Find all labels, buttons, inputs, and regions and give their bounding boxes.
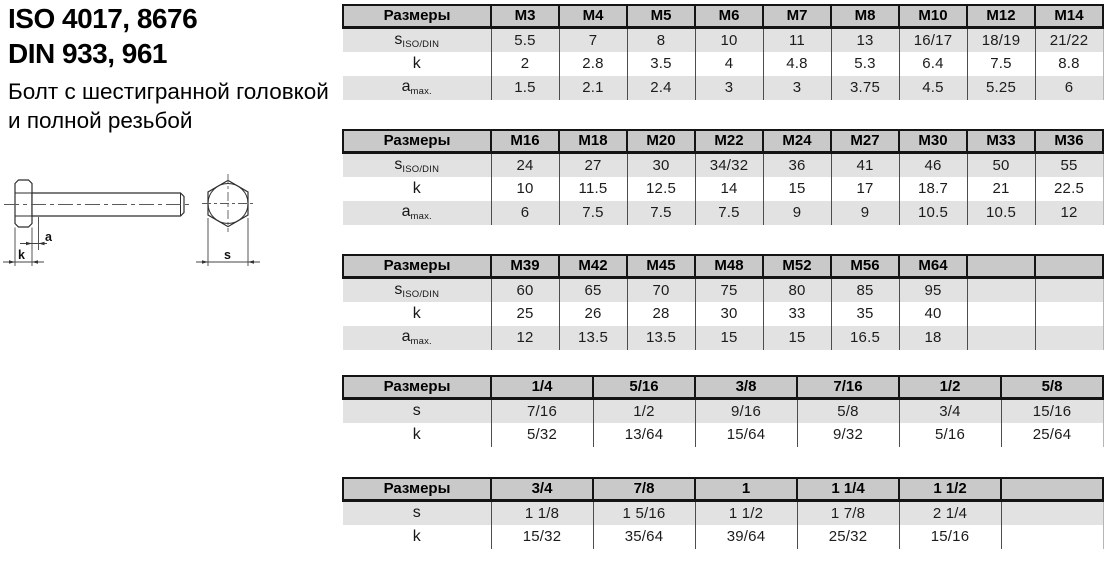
value-cell: 34/32 bbox=[695, 153, 763, 177]
row-label: $a_{max.}$ bbox=[343, 201, 491, 225]
size-column-header: M6 bbox=[695, 5, 763, 28]
value-cell: 5/8 bbox=[797, 399, 899, 423]
size-column-header: M20 bbox=[627, 130, 695, 153]
value-cell: 10 bbox=[695, 28, 763, 52]
value-cell: 2.4 bbox=[627, 76, 695, 100]
value-cell: 3.5 bbox=[627, 52, 695, 76]
size-column-header: 1 1/4 bbox=[797, 478, 899, 501]
value-cell: 1 1/8 bbox=[491, 501, 593, 525]
table-row-s bbox=[343, 278, 1103, 302]
value-cell bbox=[1035, 278, 1103, 302]
value-cell: 4.8 bbox=[763, 52, 831, 76]
size-column-header: M3 bbox=[491, 5, 559, 28]
value-cell: 13.5 bbox=[627, 326, 695, 350]
value-cell: 12.5 bbox=[627, 177, 695, 201]
value-cell: 2 bbox=[491, 52, 559, 76]
value-cell: 10.5 bbox=[899, 201, 967, 225]
value-cell: 3 bbox=[695, 76, 763, 100]
value-cell: 15/16 bbox=[899, 525, 1001, 549]
size-column-header: M22 bbox=[695, 130, 763, 153]
size-column-header: M27 bbox=[831, 130, 899, 153]
value-cell: 36 bbox=[763, 153, 831, 177]
row-label: k bbox=[343, 423, 491, 447]
size-column-header: M36 bbox=[1035, 130, 1103, 153]
size-column-header: 3/4 bbox=[491, 478, 593, 501]
value-cell: 18/19 bbox=[967, 28, 1035, 52]
value-cell: 15 bbox=[763, 177, 831, 201]
value-cell: 6 bbox=[491, 201, 559, 225]
value-cell: 13.5 bbox=[559, 326, 627, 350]
value-cell: 17 bbox=[831, 177, 899, 201]
value-cell: 3/4 bbox=[899, 399, 1001, 423]
value-cell: 9 bbox=[763, 201, 831, 225]
value-cell: 6.4 bbox=[899, 52, 967, 76]
value-cell bbox=[967, 326, 1035, 350]
dimension-table-inch-large bbox=[342, 477, 1102, 549]
size-column-header: M14 bbox=[1035, 5, 1103, 28]
dimension-table-inch-small bbox=[342, 375, 1102, 447]
size-column-header: M56 bbox=[831, 255, 899, 278]
value-cell: 15 bbox=[763, 326, 831, 350]
sizes-corner-header: Размеры bbox=[343, 478, 491, 501]
table-imperial-quarter-to-five-eighths bbox=[342, 375, 1104, 447]
value-cell: 80 bbox=[763, 278, 831, 302]
size-column-header: 1/4 bbox=[491, 376, 593, 399]
row-label: $s_{ISO/DIN}$ bbox=[343, 28, 491, 52]
value-cell: 18.7 bbox=[899, 177, 967, 201]
table-metric-m39-m64 bbox=[342, 254, 1104, 350]
table-row-a bbox=[343, 326, 1103, 350]
table-row-s bbox=[343, 153, 1103, 177]
row-label: $a_{max.}$ bbox=[343, 76, 491, 100]
value-cell: 28 bbox=[627, 302, 695, 326]
dim-s-arrow-right bbox=[248, 260, 254, 264]
table-row-s bbox=[343, 28, 1103, 52]
value-cell: 7.5 bbox=[695, 201, 763, 225]
size-column-header: M5 bbox=[627, 5, 695, 28]
dim-a-arrow-right bbox=[39, 242, 45, 246]
value-cell: 55 bbox=[1035, 153, 1103, 177]
value-cell: 7 bbox=[559, 28, 627, 52]
size-column-header: M52 bbox=[763, 255, 831, 278]
size-column-header: M45 bbox=[627, 255, 695, 278]
size-column-header: 1/2 bbox=[899, 376, 1001, 399]
bolt-head-side-view bbox=[15, 180, 32, 227]
value-cell: 3 bbox=[763, 76, 831, 100]
size-column-header: 5/16 bbox=[593, 376, 695, 399]
value-cell: 11 bbox=[763, 28, 831, 52]
table-row-k bbox=[343, 302, 1103, 326]
value-cell: 9 bbox=[831, 201, 899, 225]
value-cell: 85 bbox=[831, 278, 899, 302]
table-row-s bbox=[343, 501, 1103, 525]
value-cell: 5/32 bbox=[491, 423, 593, 447]
value-cell: 7/16 bbox=[491, 399, 593, 423]
value-cell: 15/32 bbox=[491, 525, 593, 549]
size-column-header: M7 bbox=[763, 5, 831, 28]
dim-k-label: k bbox=[18, 248, 25, 262]
dim-a-arrow-left bbox=[26, 242, 32, 246]
value-cell: 30 bbox=[695, 302, 763, 326]
size-column-header: M48 bbox=[695, 255, 763, 278]
value-cell: 1 7/8 bbox=[797, 501, 899, 525]
table-row-k bbox=[343, 423, 1103, 447]
table-row-k bbox=[343, 525, 1103, 549]
dimension-table-m3-m14 bbox=[342, 4, 1102, 100]
value-cell: 27 bbox=[559, 153, 627, 177]
value-cell: 25 bbox=[491, 302, 559, 326]
value-cell: 6 bbox=[1035, 76, 1103, 100]
value-cell: 24 bbox=[491, 153, 559, 177]
size-column-header: M64 bbox=[899, 255, 967, 278]
value-cell: 5/16 bbox=[899, 423, 1001, 447]
value-cell: 7.5 bbox=[967, 52, 1035, 76]
value-cell: 7.5 bbox=[627, 201, 695, 225]
dim-s-arrow-left bbox=[202, 260, 208, 264]
size-column-header bbox=[967, 255, 1035, 278]
value-cell: 60 bbox=[491, 278, 559, 302]
description-line-2: и полной резьбой bbox=[8, 108, 193, 133]
value-cell: 8 bbox=[627, 28, 695, 52]
value-cell: 14 bbox=[695, 177, 763, 201]
value-cell: 33 bbox=[763, 302, 831, 326]
size-column-header: M30 bbox=[899, 130, 967, 153]
value-cell: 65 bbox=[559, 278, 627, 302]
value-cell: 18 bbox=[899, 326, 967, 350]
sizes-corner-header: Размеры bbox=[343, 5, 491, 28]
value-cell: 2.1 bbox=[559, 76, 627, 100]
size-column-header: M24 bbox=[763, 130, 831, 153]
value-cell: 75 bbox=[695, 278, 763, 302]
value-cell: 25/32 bbox=[797, 525, 899, 549]
header-row bbox=[343, 478, 1103, 501]
size-column-header: M4 bbox=[559, 5, 627, 28]
value-cell: 16.5 bbox=[831, 326, 899, 350]
value-cell: 50 bbox=[967, 153, 1035, 177]
size-column-header: M16 bbox=[491, 130, 559, 153]
value-cell: 1.5 bbox=[491, 76, 559, 100]
size-column-header: M42 bbox=[559, 255, 627, 278]
value-cell: 7.5 bbox=[559, 201, 627, 225]
table-row-k bbox=[343, 177, 1103, 201]
dimension-table-m16-m36 bbox=[342, 129, 1102, 225]
table-metric-m16-m36 bbox=[342, 129, 1104, 225]
row-label: k bbox=[343, 177, 491, 201]
value-cell: 15/16 bbox=[1001, 399, 1103, 423]
size-column-header: 3/8 bbox=[695, 376, 797, 399]
size-column-header: M10 bbox=[899, 5, 967, 28]
value-cell: 95 bbox=[899, 278, 967, 302]
row-label: s bbox=[343, 501, 491, 525]
value-cell: 12 bbox=[1035, 201, 1103, 225]
table-row-k bbox=[343, 52, 1103, 76]
size-column-header: M12 bbox=[967, 5, 1035, 28]
value-cell bbox=[1035, 302, 1103, 326]
value-cell: 25/64 bbox=[1001, 423, 1103, 447]
value-cell: 5.25 bbox=[967, 76, 1035, 100]
value-cell: 5.3 bbox=[831, 52, 899, 76]
value-cell: 13 bbox=[831, 28, 899, 52]
value-cell: 30 bbox=[627, 153, 695, 177]
bolt-technical-drawing bbox=[0, 158, 290, 293]
row-label: k bbox=[343, 302, 491, 326]
value-cell: 10 bbox=[491, 177, 559, 201]
row-label: $s_{ISO/DIN}$ bbox=[343, 153, 491, 177]
row-label: $s_{ISO/DIN}$ bbox=[343, 278, 491, 302]
dimension-table-m39-m64 bbox=[342, 254, 1102, 350]
title-block bbox=[8, 1, 329, 135]
sizes-corner-header: Размеры bbox=[343, 130, 491, 153]
size-column-header: 7/8 bbox=[593, 478, 695, 501]
description-line-1: Болт с шестигранной головкой bbox=[8, 79, 329, 104]
size-column-header: 5/8 bbox=[1001, 376, 1103, 399]
value-cell bbox=[967, 302, 1035, 326]
value-cell: 4.5 bbox=[899, 76, 967, 100]
row-label: s bbox=[343, 399, 491, 423]
value-cell: 11.5 bbox=[559, 177, 627, 201]
value-cell: 39/64 bbox=[695, 525, 797, 549]
size-column-header: M39 bbox=[491, 255, 559, 278]
value-cell: 1 5/16 bbox=[593, 501, 695, 525]
row-label: k bbox=[343, 52, 491, 76]
value-cell: 26 bbox=[559, 302, 627, 326]
value-cell: 4 bbox=[695, 52, 763, 76]
value-cell: 9/32 bbox=[797, 423, 899, 447]
value-cell: 35/64 bbox=[593, 525, 695, 549]
table-imperial-three-quarters-to-one-and-half bbox=[342, 477, 1104, 549]
value-cell: 15/64 bbox=[695, 423, 797, 447]
header-row bbox=[343, 376, 1103, 399]
value-cell: 8.8 bbox=[1035, 52, 1103, 76]
row-label: k bbox=[343, 525, 491, 549]
value-cell: 12 bbox=[491, 326, 559, 350]
din-standard-title: DIN 933, 961 bbox=[8, 38, 167, 69]
value-cell: 35 bbox=[831, 302, 899, 326]
dim-s-label: s bbox=[224, 248, 231, 262]
size-column-header: M33 bbox=[967, 130, 1035, 153]
sizes-corner-header: Размеры bbox=[343, 255, 491, 278]
value-cell: 2.8 bbox=[559, 52, 627, 76]
table-row-s bbox=[343, 399, 1103, 423]
row-label: $a_{max.}$ bbox=[343, 326, 491, 350]
value-cell: 15 bbox=[695, 326, 763, 350]
size-column-header: 1 1/2 bbox=[899, 478, 1001, 501]
value-cell: 10.5 bbox=[967, 201, 1035, 225]
value-cell bbox=[1035, 326, 1103, 350]
value-cell: 5.5 bbox=[491, 28, 559, 52]
value-cell: 1/2 bbox=[593, 399, 695, 423]
value-cell: 9/16 bbox=[695, 399, 797, 423]
value-cell: 41 bbox=[831, 153, 899, 177]
dim-a-label: a bbox=[45, 230, 52, 244]
dim-k-arrow-left bbox=[9, 260, 15, 264]
size-column-header: 1 bbox=[695, 478, 797, 501]
value-cell: 70 bbox=[627, 278, 695, 302]
size-column-header: M18 bbox=[559, 130, 627, 153]
value-cell: 1 1/2 bbox=[695, 501, 797, 525]
header-row bbox=[343, 130, 1103, 153]
size-column-header bbox=[1035, 255, 1103, 278]
table-row-a bbox=[343, 76, 1103, 100]
size-column-header: 7/16 bbox=[797, 376, 899, 399]
value-cell: 13/64 bbox=[593, 423, 695, 447]
value-cell bbox=[1001, 525, 1103, 549]
value-cell: 3.75 bbox=[831, 76, 899, 100]
iso-standard-title: ISO 4017, 8676 bbox=[8, 3, 198, 34]
value-cell: 21 bbox=[967, 177, 1035, 201]
table-row-a bbox=[343, 201, 1103, 225]
header-row bbox=[343, 5, 1103, 28]
value-cell: 21/22 bbox=[1035, 28, 1103, 52]
size-column-header: M8 bbox=[831, 5, 899, 28]
value-cell: 2 1/4 bbox=[899, 501, 1001, 525]
value-cell: 40 bbox=[899, 302, 967, 326]
value-cell bbox=[967, 278, 1035, 302]
sizes-corner-header: Размеры bbox=[343, 376, 491, 399]
value-cell bbox=[1001, 501, 1103, 525]
table-metric-m3-m14 bbox=[342, 4, 1104, 100]
value-cell: 22.5 bbox=[1035, 177, 1103, 201]
header-row bbox=[343, 255, 1103, 278]
value-cell: 46 bbox=[899, 153, 967, 177]
size-column-header bbox=[1001, 478, 1103, 501]
value-cell: 16/17 bbox=[899, 28, 967, 52]
dim-k-arrow-right bbox=[32, 260, 38, 264]
